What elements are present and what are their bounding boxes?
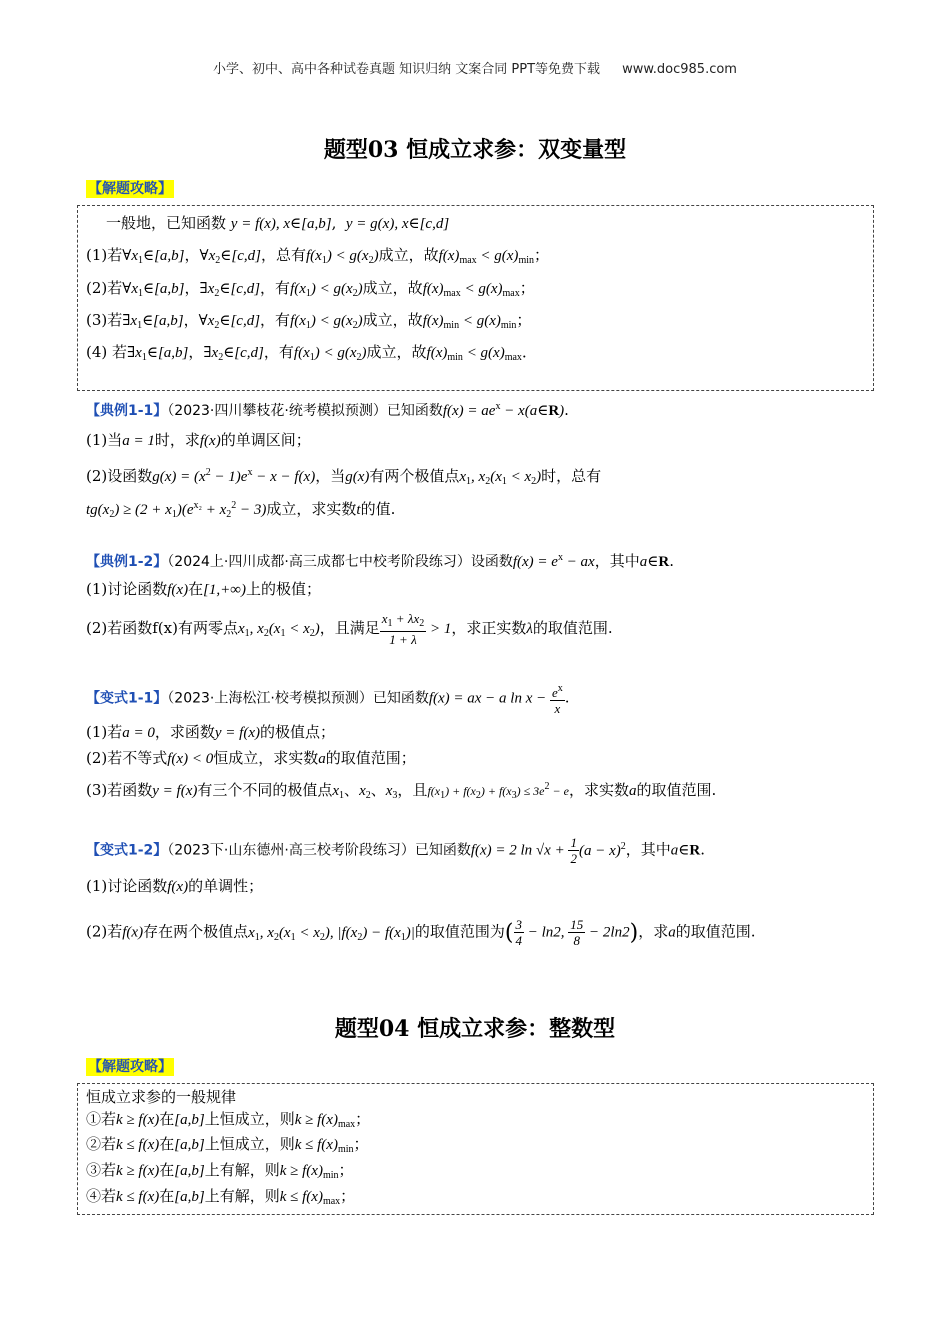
example-source: （2023·四川攀枝花·统考模拟预测）已知函数 [167,403,443,419]
q-text: 恒成立，求实数 [213,749,319,767]
rule-sub: max [337,1119,356,1130]
variant-source: （2023·上海松江·校考模拟预测）已知函数 [167,690,429,707]
strategy-tag-2 [86,1056,174,1076]
example-tag: 【典例1-2】 [86,554,168,570]
item-rel: 有 [275,279,291,297]
rule-op: ≥ [305,1112,314,1128]
q-text: (1)当 [86,431,123,449]
variant-1-1-q1: (1)若a = 0，求函数y = f(x)的极值点； [86,723,336,741]
q-text: 的取值范围. [675,922,756,941]
example-1-2-q2: (2)若函数f(x)有两零点$x_1$, $x_2(x_1 < x_2)$，且满足 $\frac{x_1 + \lambda x_2}{1 + \lambda}$ > 1，求正实数λ的取值范围. [86,611,613,647]
q-text: 有三个不同的极值点 [197,781,333,799]
quantifier: ∃ [122,311,131,329]
example-tag: 【典例1-1】 [86,403,168,419]
rule-mid: 上有解，则 [204,1161,280,1179]
q-text: (2)设函数 [86,467,153,485]
q-text: (2)若函数f(x)有两零点 [86,619,238,637]
example-1-1-q1: (1)当a = 1时，求f(x)的单调区间； [86,431,311,449]
rule-item-2: ②若k ≤ f(x)在[a,b]上恒成立，则$k \le f(x)_{min}$； [86,1135,369,1155]
strategy-item-1: (1)若$\forall x_1\in[a,b]$，$\forall x_2\in[c,d]$，总有$f(x_1) < g(x_2)$成立，故$f(x)_{max} < g(x)_{min}$； [86,246,550,266]
q-text: 有两个极值点 [369,467,460,485]
variant-1-2-heading: 【变式1-2】（2023下·山东德州·高三校考阶段练习）已知函数f(x) = 2 ln √x + $\frac{1}{2}$ $(a - x)^2$，其中a∈R. [86,835,705,866]
variant-1-2-q1: (1)讨论函数f(x)的单调性； [86,877,264,895]
rule-op: ≤ [305,1137,314,1153]
q-text: 的极值点； [260,723,336,741]
q-text: (1)讨论函数 [86,877,168,895]
strategy-tag-label: 【解题攻略】 [88,1059,172,1075]
q-text: ，求 [638,922,669,941]
rule-num: ③若 [86,1161,117,1179]
rule-mid: 上恒成立，则 [204,1135,295,1153]
strategy-tag-label: 【解题攻略】 [88,181,172,197]
q-text: (2)若 [86,922,123,941]
example-1-2-q1: (1)讨论函数f(x)在[1,+∞)上的极值； [86,580,322,598]
strategy-item-3: (3)若$\exists x_1\in[a,b]$，$\forall x_2\in[c,d]$，有$f(x_1) < g(x_2)$成立，故$f(x)_{min} < g(x)_{min}$； [86,311,532,331]
quantifier: ∀ [198,311,208,329]
q-text: ，求实数 [568,781,629,799]
rule-op: ≤ [290,1189,299,1205]
q-text: 的值. [360,500,396,518]
rule-intro: 恒成立求参的一般规律 [86,1088,237,1106]
q-text: 的取值范围； [325,749,416,767]
rule-num: ②若 [86,1135,117,1153]
rule-item-3: ③若k ≥ f(x)在[a,b]上有解，则$k \ge f(x)_{min}$； [86,1161,354,1181]
item-rel: 有 [275,311,291,329]
rule-in: 在 [159,1110,175,1128]
rule-mid: 上有解，则 [204,1187,280,1205]
item-est: 成立，故 [362,279,423,297]
item-rel: 总有 [275,246,306,264]
rule-op: ≤ [126,1189,135,1205]
item-pre: (4) 若 [86,343,128,361]
rule-item-4: ④若k ≤ f(x)在[a,b]上有解，则$k \le f(x)_{max}$； [86,1187,356,1207]
item-est: 成立，故 [378,246,439,264]
item-pre: (3)若 [86,311,123,329]
q-text: ，求正实数 [451,619,527,637]
item-est: 成立，故 [362,311,423,329]
q-text: 的取值范围. [532,619,613,637]
item-rel: 有 [278,343,294,361]
example-1-2-heading: 【典例1-2】（2024上·四川成都·高三成都七中校考阶段练习）设函数$f(x) = e^x$ − ax，其中a∈R. [86,552,674,570]
formula-g-domain: y = g(x), x∈[c,d] [345,216,450,232]
quantifier: ∀ [122,279,132,297]
section-title-03: 题型03 恒成立求参：双变量型 [323,137,627,163]
item-pre: (1)若 [86,246,123,264]
rule-in: 在 [159,1135,175,1153]
variant-1-1-q2: (2)若不等式f(x) < 0恒成立，求实数a的取值范围； [86,749,416,767]
quantifier: ∀ [122,246,132,264]
example-1-1-q2-cont: $tg(x_2) \ge (2 + x_1)(e^{x_2} + x_2^2 - 3)$成立，求实数t的值. [86,500,396,520]
header-text: 小学、初中、高中各种试卷真题 知识归纳 文案合同 PPT等免费下载 [213,62,601,77]
q-text: 的单调区间； [220,431,311,449]
section-title-04: 题型04 恒成立求参：整数型 [334,1016,616,1042]
rule-num: ④若 [86,1187,117,1205]
q-text: (2)若不等式 [86,749,168,767]
example-1-1-heading: 【典例1-1】（2023·四川攀枝花·统考模拟预测）已知函数$f(x) = ae^x$ − x(a∈R). [86,401,569,419]
variant-1-1-q3: (3)若函数y = f(x)有三个不同的极值点$x_1$、$x_2$、$x_3$，且$f(x_1) + f(x_2) + f(x_3) \le 3e^2 - e$，求实数a的取值范围. [86,781,717,801]
strategy-item-2: (2)若$\forall x_1\in[a,b]$，$\exists x_2\in[c,d]$，有$f(x_1) < g(x_2)$成立，故$f(x)_{max} < g(x)_{max}$； [86,279,535,299]
q-text: 时，求 [154,431,200,449]
intro-text: 一般地，已知函数 [106,214,227,232]
rule-in: 在 [159,1187,175,1205]
quantifier: ∃ [127,343,136,361]
rule-num: ①若 [86,1110,117,1128]
q-text: ，且满足 [319,619,380,637]
page-header [0,58,950,77]
q-text: ，求函数 [154,723,215,741]
q-text: ，其中 [594,552,640,570]
example-1-1-q2: (2)设函数$g(x) = (x^2 - 1)e^x - x - f(x)$，当g(x)有两个极值点$x_1$, $x_2(x_1 < x_2)$时，总有 [86,467,602,487]
rule-mid: 上恒成立，则 [204,1110,295,1128]
variant-tag: 【变式1-2】 [86,842,168,859]
rule-in: 在 [159,1161,175,1179]
quantifier: ∃ [199,279,208,297]
rule-sub: max [322,1196,341,1207]
quantifier: ∃ [203,343,212,361]
q-text: 的取值范围为 [414,922,505,941]
quantifier: ∀ [199,246,209,264]
variant-tag: 【变式1-1】 [86,690,168,707]
item-pre: (2)若 [86,279,123,297]
strategy-tag [86,178,174,198]
rule-op: ≥ [290,1163,299,1179]
rule-op: ≥ [126,1163,135,1179]
q-text: 的取值范围. [636,781,717,799]
q-text: 存在两个极值点 [143,922,249,941]
rule-sub: min [322,1170,339,1181]
intro-line: 一般地，已知函数 y = f(x), x∈[a,b], y = g(x), x∈[c,d] [106,214,450,232]
q-text: ，其中 [625,840,671,859]
q-text: ，且 [397,781,428,799]
q-text: 在 [188,580,204,598]
q-text: (3)若函数 [86,781,153,799]
variant-source: （2023下·山东德州·高三校考阶段练习）已知函数 [167,842,471,859]
header-site[interactable]: www.doc985.com [622,62,737,77]
strategy-item-4: (4) 若$\exists x_1\in[a,b]$，$\exists x_2\in[c,d]$，有$f(x_1) < g(x_2)$成立，故$f(x)_{min} < g(x)_{max}$． [86,343,537,363]
q-text: ，当 [315,467,346,485]
rule-op: ≥ [126,1112,135,1128]
formula-f-domain: y = f(x), x∈[a,b] [230,216,332,232]
item-est: 成立，故 [366,343,427,361]
q-text: 成立，求实数 [266,500,357,518]
variant-1-1-heading: 【变式1-1】（2023·上海松江·校考模拟预测）已知函数f(x) = ax − a ln x − $\frac{e^x}{x}$ . [86,683,570,716]
variant-1-2-q2: (2)若f(x)存在两个极值点$x_1$, $x_2(x_1 < x_2)$, $|f(x_2) - f(x_1)|$的取值范围为( $\frac{3}{4}$ − ln2, $\frac{15}{8}$ − 2ln2)，求a的取值范围. [86,917,756,948]
rule-op: ≤ [126,1137,135,1153]
q-text: 时，总有 [541,467,602,485]
q-text: (1)讨论函数 [86,580,168,598]
q-text: 上的极值； [246,580,322,598]
rule-sub: min [337,1144,354,1155]
rule-item-1: ①若k ≥ f(x)在[a,b]上恒成立，则$k \ge f(x)_{max}$； [86,1110,371,1130]
q-text: (1)若 [86,723,123,741]
example-source: （2024上·四川成都·高三成都七中校考阶段练习）设函数 [167,554,513,570]
q-text: 的单调性； [188,877,264,895]
